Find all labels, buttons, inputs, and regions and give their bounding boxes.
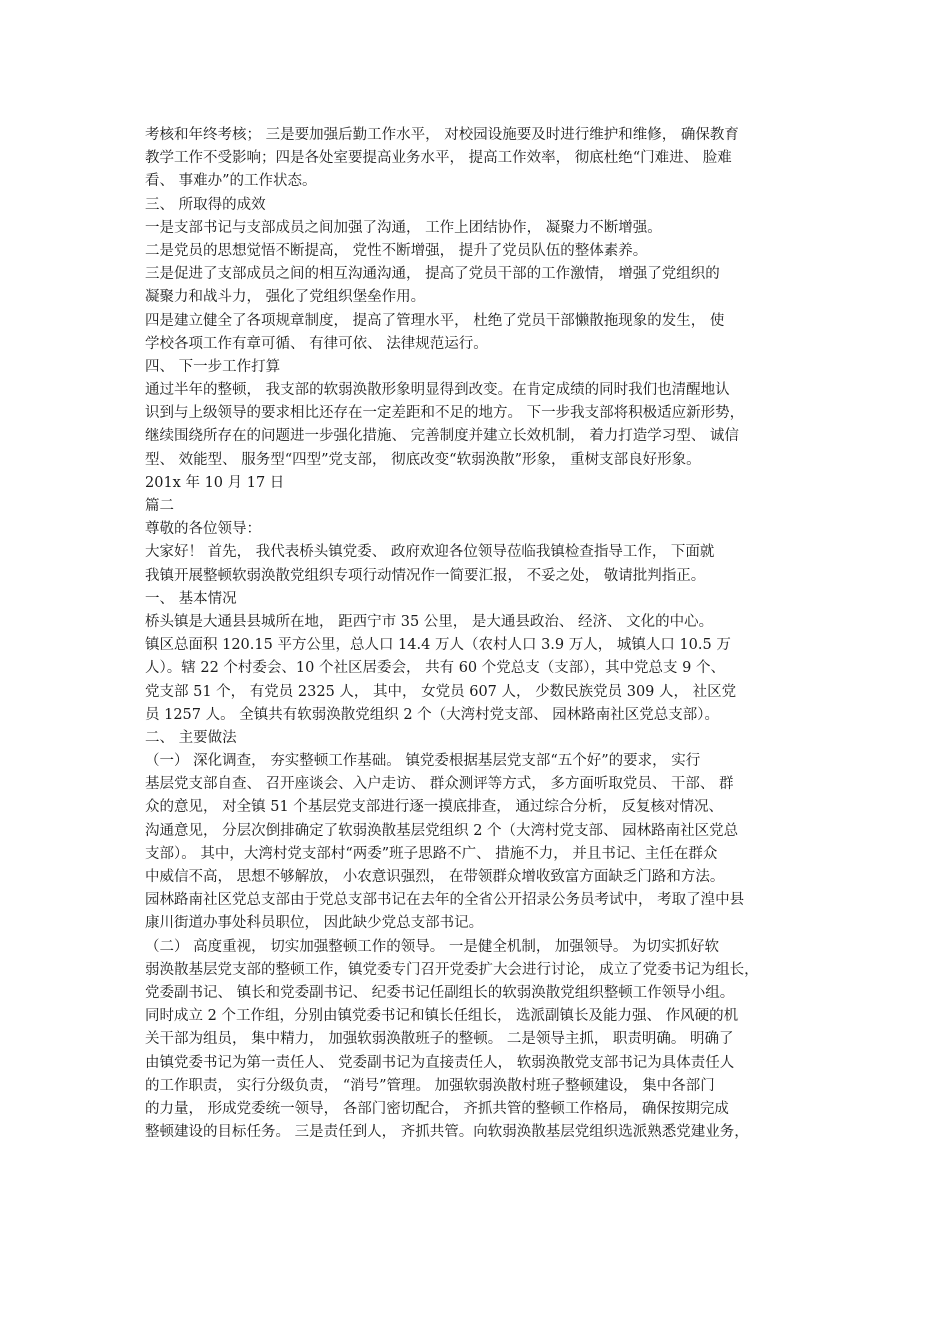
text-line: 支部）。 其中，大湾村党支部村“两委”班子思路不广、 措施不力， 并且书记、主任在群众 <box>145 845 718 862</box>
text-line: 通过半年的整顿， 我支部的软弱涣散形象明显得到改变。在肯定成绩的同时我们也清醒地认 <box>145 382 730 399</box>
text-line: 整顿建设的目标任务。 三是责任到人， 齐抓共管。向软弱涣散基层党组织选派熟悉党建业务， <box>145 1124 749 1141</box>
text-line: 的力量， 形成党委统一领导， 各部门密切配合， 齐抓共管的整顿工作格局， 确保按期完成 <box>145 1100 729 1117</box>
text-line: 人）。辖 22 个村委会、10 个社区居委会， 共有 60 个党总支（支部），其中党总支 9 个、 <box>145 660 725 677</box>
text-line: 园林路南社区党总支部由于党总支部书记在去年的全省公开招录公务员考试中， 考取了湟中县 <box>145 892 745 909</box>
text-line: 尊敬的各位领导： <box>145 521 261 538</box>
text-line: 中威信不高， 思想不够解放， 小农意识强烈， 在带领群众增收致富方面缺乏门路和方法。 <box>145 869 725 885</box>
text-line: 党支部 51 个， 有党员 2325 人， 其中， 女党员 607 人， 少数民族党员 309 人， 社区党 <box>145 683 737 700</box>
text-line: 二是党员的思想觉悟不断提高， 党性不断增强， 提升了党员队伍的整体素养。 <box>145 242 648 259</box>
text-line: 篇二 <box>145 498 174 514</box>
text-line: 201x 年 10 月 17 日 <box>145 474 285 491</box>
text-line: 学校各项工作有章可循、 有律可依、 法律规范运行。 <box>145 335 488 352</box>
text-line: 同时成立 2 个工作组，分别由镇党委书记和镇长任组长， 选派副镇长及能力强、 作风硬的机 <box>145 1008 739 1025</box>
text-line: 二、 主要做法 <box>145 729 237 746</box>
text-line: 考核和年终考核； 三是要加强后勤工作水平， 对校园设施要及时进行维护和维修， 确保教育 <box>145 127 739 143</box>
text-line: （一） 深化调查， 夯实整顿工作基础。 镇党委根据基层党支部“五个好”的要求， 实行 <box>145 753 701 770</box>
text-line: （二） 高度重视， 切实加强整顿工作的领导。 一是健全机制， 加强领导。 为切实抓好软 <box>145 938 720 955</box>
text-line: 看、 事难办”的工作状态。 <box>145 173 317 190</box>
text-line: 一、 基本情况 <box>145 590 237 607</box>
text-line: 关干部为组员， 集中精力， 加强软弱涣散班子的整顿。 二是领导主抓， 职责明确。 明确了 <box>145 1031 734 1048</box>
text-line: 一是支部书记与支部成员之间加强了沟通， 工作上团结协作， 凝聚力不断增强。 <box>145 219 662 236</box>
text-line: 沟通意见， 分层次倒排确定了软弱涣散基层党组织 2 个（大湾村党支部、 园林路南社区党总 <box>145 822 739 839</box>
text-line: 桥头镇是大通县县城所在地， 距西宁市 35 公里， 是大通县政治、 经济、 文化的中心。 <box>145 613 714 630</box>
text-line: 继续围绕所存在的问题进一步强化措施、 完善制度并建立长效机制， 着力打造学习型、 诚信 <box>145 428 739 445</box>
text-line: 康川街道办事处科员职位， 因此缺少党总支部书记。 <box>145 915 484 932</box>
text-line: 员 1257 人。 全镇共有软弱涣散党组织 2 个（大湾村党支部、 园林路南社区党总支部）。 <box>145 706 720 723</box>
text-line: 的工作职责， 实行分级负责， “消号”管理。 加强软弱涣散村班子整顿建设， 集中各部门 <box>145 1077 715 1094</box>
text-line: 三是促进了支部成员之间的相互沟通沟通， 提高了党员干部的工作激情， 增强了党组织的 <box>145 266 720 283</box>
text-line: 识到与上级领导的要求相比还存在一定差距和不足的地方。 下一步我支部将积极适应新形势， <box>145 405 745 422</box>
text-line: 四、 下一步工作打算 <box>145 358 281 375</box>
text-line: 我镇开展整顿软弱涣散党组织专项行动情况作一简要汇报， 不妥之处， 敬请批判指正。 <box>145 567 706 584</box>
text-line: 基层党支部自查、 召开座谈会、入户走访、 群众测评等方式， 多方面听取党员、 干部、 群 <box>145 776 734 793</box>
text-line: 众的意见， 对全镇 51 个基层党支部进行逐一摸底排查， 通过综合分析， 反复核对情况、 <box>145 799 723 816</box>
text-line: 镇区总面积 120.15 平方公里，总人口 14.4 万人（农村人口 3.9 万人， 城镇人口 10.5 万 <box>145 637 731 654</box>
text-line: 型、 效能型、 服务型“四型”党支部， 彻底改变“软弱涣散”形象， 重树支部良好形象。 <box>145 451 701 468</box>
text-line: 教学工作不受影响；四是各处室要提高业务水平， 提高工作效率， 彻底杜绝“门难进、 脸难 <box>145 150 732 167</box>
text-line: 四是建立健全了各项规章制度， 提高了管理水平， 杜绝了党员干部懒散拖现象的发生， 使 <box>145 312 725 329</box>
text-line: 三、 所取得的成效 <box>145 196 266 213</box>
text-line: 凝聚力和战斗力， 强化了党组织堡垒作用。 <box>145 289 426 306</box>
text-line: 党委副书记、 镇长和党委副书记、 纪委书记任副组长的软弱涣散党组织整顿工作领导小组。 <box>145 984 735 1001</box>
text-line: 弱涣散基层党支部的整顿工作，镇党委专门召开党委扩大会进行讨论， 成立了党委书记为组长， <box>145 961 759 978</box>
document-body <box>145 124 813 1144</box>
text-line: 大家好！ 首先， 我代表桥头镇党委、 政府欢迎各位领导莅临我镇检查指导工作， 下面就 <box>145 544 715 561</box>
text-line: 由镇党委书记为第一责任人、 党委副书记为直接责任人， 软弱涣散党支部书记为具体责任人 <box>145 1054 735 1071</box>
